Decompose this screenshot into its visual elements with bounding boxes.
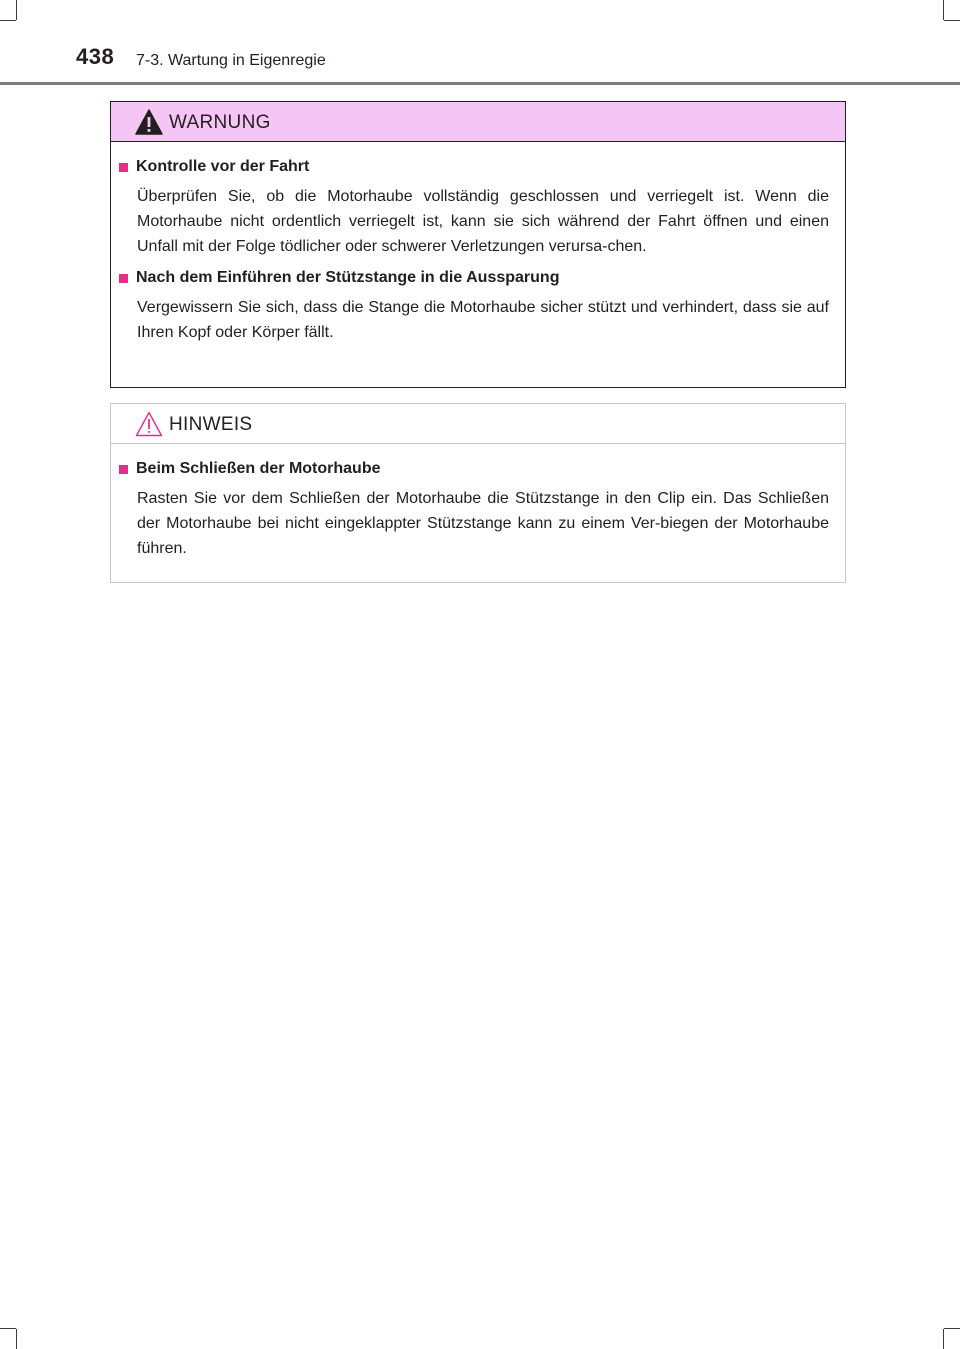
- warning-item-heading: [119, 269, 829, 287]
- page-number: 438: [76, 44, 115, 69]
- notice-box: [110, 403, 846, 583]
- bullet-square-icon: [119, 465, 128, 474]
- crop-mark: [943, 0, 944, 20]
- warning-item-heading-text: Kontrolle vor der Fahrt: [136, 158, 310, 175]
- warning-box: [110, 101, 846, 388]
- notice-header: [111, 404, 845, 444]
- notice-item-heading-text: Beim Schließen der Motorhaube: [136, 460, 381, 477]
- notice-body: [111, 444, 845, 561]
- bullet-square-icon: [119, 163, 128, 172]
- warning-item-text: Vergewissern Sie sich, dass die Stange die Motorhaube sicher stützt und verhindert, dass sie auf Ihren Kopf oder Körper fällt.: [137, 299, 829, 341]
- warning-item-heading: [119, 158, 829, 176]
- crop-mark: [16, 0, 17, 20]
- warning-triangle-icon: [135, 109, 163, 135]
- bullet-square-icon: [119, 274, 128, 283]
- notice-title: HINWEIS: [169, 414, 253, 435]
- warning-body: [111, 142, 845, 345]
- caution-outline-triangle-icon: [135, 411, 163, 437]
- notice-item-heading: [119, 460, 829, 478]
- crop-mark: [0, 1328, 16, 1329]
- crop-mark: [944, 1328, 960, 1329]
- crop-mark: [944, 20, 960, 21]
- warning-header: [111, 102, 845, 142]
- warning-title: WARNUNG: [169, 112, 271, 133]
- crop-mark: [0, 20, 16, 21]
- section-title: 7-3. Wartung in Eigenregie: [136, 52, 326, 69]
- warning-item-heading-text: Nach dem Einführen der Stützstange in die Aussparung: [136, 269, 560, 286]
- warning-item-text: Überprüfen Sie, ob die Motorhaube vollständig geschlossen und verriegelt ist. Wenn die Motorhaube nicht ordentlich verriegelt ist, kann sie sich während der Fahrt öffnen und einen Unfall mit der Folge tödlicher oder schwerer Verletzungen verursa-chen.: [137, 188, 829, 255]
- notice-item-text: Rasten Sie vor dem Schließen der Motorhaube die Stützstange in den Clip ein. Das Schließen der Motorhaube bei nicht eingeklappter Stützstange kann zu einem Ver-biegen der Motorhaube führen.: [137, 490, 829, 557]
- crop-mark: [16, 1329, 17, 1349]
- crop-mark: [943, 1329, 944, 1349]
- header-rule: [0, 82, 960, 85]
